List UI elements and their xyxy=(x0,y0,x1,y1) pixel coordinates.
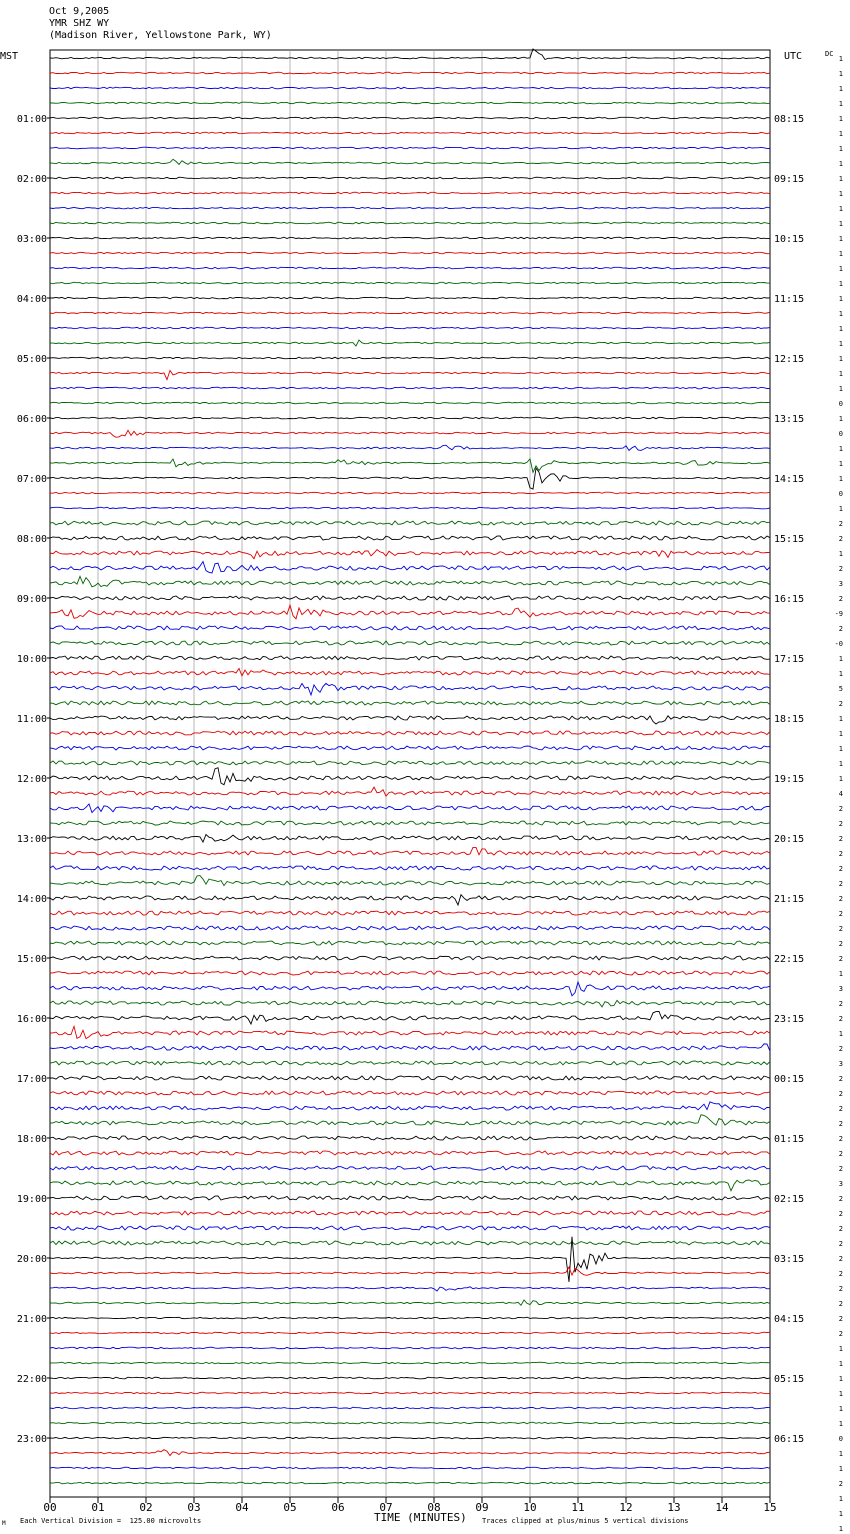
dc-offset: 1 xyxy=(838,970,843,978)
trace-30 xyxy=(50,507,770,509)
x-tick-label: 12 xyxy=(619,1501,633,1514)
x-tick-label: 06 xyxy=(331,1501,345,1514)
right-hour-label: 12:15 xyxy=(774,354,805,365)
dc-offset: 2 xyxy=(838,1210,843,1218)
left-hour-label: 02:00 xyxy=(16,174,47,185)
dc-offset: 0 xyxy=(838,400,843,408)
dc-offset: 2 xyxy=(838,925,843,933)
x-tick-label: 13 xyxy=(667,1501,681,1514)
trace-76 xyxy=(50,1196,770,1200)
header-date: Oct 9,2005 xyxy=(49,6,110,17)
dc-offset: 2 xyxy=(838,595,843,603)
trace-66 xyxy=(50,1044,770,1051)
x-tick-label: 14 xyxy=(715,1501,729,1514)
trace-6 xyxy=(50,147,770,149)
trace-46 xyxy=(50,746,770,750)
trace-38 xyxy=(50,626,770,630)
dc-offset: 1 xyxy=(838,1450,843,1458)
trace-31 xyxy=(50,521,770,525)
trace-79 xyxy=(50,1241,770,1245)
dc-offset: 2 xyxy=(838,955,843,963)
trace-15 xyxy=(50,282,770,284)
trace-4 xyxy=(50,117,770,119)
trace-73 xyxy=(50,1151,770,1155)
trace-70 xyxy=(50,1102,770,1110)
dc-offset: 1 xyxy=(838,205,843,213)
dc-offset: 1 xyxy=(838,175,843,183)
scale-note: Each Vertical Division = 125.00 microvolts xyxy=(20,1517,202,1525)
dc-offset: 2 xyxy=(838,1315,843,1323)
trace-58 xyxy=(50,926,770,930)
left-hour-label: 20:00 xyxy=(16,1254,47,1265)
trace-22 xyxy=(50,387,770,389)
trace-63 xyxy=(50,1000,770,1007)
clip-note: Traces clipped at plus/minus 5 vertical divisions xyxy=(482,1517,689,1525)
right-hour-label: 03:15 xyxy=(774,1254,805,1265)
left-hour-label: 07:00 xyxy=(16,474,47,485)
dc-offset: 1 xyxy=(838,190,843,198)
dc-offset: 2 xyxy=(838,895,843,903)
left-hour-label: 15:00 xyxy=(16,954,47,965)
dc-offset: 2 xyxy=(838,520,843,528)
trace-56 xyxy=(50,895,770,905)
right-hour-label: 02:15 xyxy=(774,1194,805,1205)
trace-39 xyxy=(50,641,770,645)
right-hour-label: 10:15 xyxy=(774,234,805,245)
dc-offset: 3 xyxy=(838,580,843,588)
trace-50 xyxy=(50,804,770,813)
dc-offset: 3 xyxy=(838,985,843,993)
dc-offset: 1 xyxy=(838,505,843,513)
x-tick-label: 02 xyxy=(139,1501,153,1514)
right-hour-label: 00:15 xyxy=(774,1074,805,1085)
dc-offset: 1 xyxy=(838,385,843,393)
left-hour-label: 21:00 xyxy=(16,1314,47,1325)
left-hour-label: 04:00 xyxy=(16,294,47,305)
right-axis-label: UTC xyxy=(784,51,803,62)
trace-17 xyxy=(50,312,770,314)
trace-10 xyxy=(50,207,770,209)
trace-60 xyxy=(50,956,770,960)
left-hour-label: 01:00 xyxy=(16,114,47,125)
trace-0 xyxy=(50,49,770,60)
trace-25 xyxy=(50,430,770,437)
right-hour-label: 22:15 xyxy=(774,954,805,965)
left-hour-label: 12:00 xyxy=(16,774,47,785)
trace-26 xyxy=(50,445,770,450)
x-tick-label: 10 xyxy=(523,1501,537,1514)
dc-offset: 0 xyxy=(838,490,843,498)
trace-35 xyxy=(50,576,770,587)
dc-offset: 2 xyxy=(838,1000,843,1008)
trace-78 xyxy=(50,1226,770,1230)
dc-offset: 1 xyxy=(838,370,843,378)
dc-offset: 2 xyxy=(838,565,843,573)
dc-offset: 1 xyxy=(838,715,843,723)
x-tick-label: 04 xyxy=(235,1501,249,1514)
trace-34 xyxy=(50,562,770,574)
trace-52 xyxy=(50,835,770,843)
dc-offset: 3 xyxy=(838,1180,843,1188)
dc-offset: 2 xyxy=(838,1150,843,1158)
trace-68 xyxy=(50,1076,770,1080)
trace-9 xyxy=(50,192,770,194)
dc-offset: 1 xyxy=(838,1030,843,1038)
dc-offset: 1 xyxy=(838,775,843,783)
dc-offset: 1 xyxy=(838,220,843,228)
left-hour-label: 19:00 xyxy=(16,1194,47,1205)
dc-offset: 2 xyxy=(838,1480,843,1488)
trace-49 xyxy=(50,787,770,796)
dc-offset: 1 xyxy=(838,1345,843,1353)
dc-offset: 2 xyxy=(838,1015,843,1023)
trace-24 xyxy=(50,417,770,419)
trace-85 xyxy=(50,1332,770,1334)
trace-7 xyxy=(50,159,770,164)
trace-41 xyxy=(50,669,770,676)
dc-offset: 2 xyxy=(838,1330,843,1338)
right-hour-label: 18:15 xyxy=(774,714,805,725)
right-hour-label: 14:15 xyxy=(774,474,805,485)
trace-51 xyxy=(50,821,770,825)
trace-23 xyxy=(50,402,770,404)
dc-offset: 1 xyxy=(838,1525,843,1533)
dc-offset: 2 xyxy=(838,1105,843,1113)
dc-offset: 4 xyxy=(838,790,843,798)
trace-47 xyxy=(50,761,770,765)
left-hour-label: 18:00 xyxy=(16,1134,47,1145)
left-axis-label: MST xyxy=(0,51,19,62)
trace-27 xyxy=(50,459,770,473)
trace-74 xyxy=(50,1166,770,1170)
dc-offset: 1 xyxy=(838,310,843,318)
dc-offset: 2 xyxy=(838,1075,843,1083)
x-tick-label: 03 xyxy=(187,1501,201,1514)
trace-75 xyxy=(50,1180,770,1191)
trace-11 xyxy=(50,222,770,224)
dc-offset: 1 xyxy=(838,250,843,258)
trace-44 xyxy=(50,716,770,724)
dc-offset: 2 xyxy=(838,910,843,918)
dc-offset: 1 xyxy=(838,730,843,738)
dc-offset: 2 xyxy=(838,940,843,948)
dc-offset: 1 xyxy=(838,745,843,753)
right-hour-label: 23:15 xyxy=(774,1014,805,1025)
left-hour-label: 23:00 xyxy=(16,1434,47,1445)
trace-54 xyxy=(50,866,770,870)
trace-21 xyxy=(50,371,770,380)
trace-32 xyxy=(50,536,770,540)
dc-offset: 1 xyxy=(838,85,843,93)
dc-offset: 1 xyxy=(838,655,843,663)
left-hour-label: 06:00 xyxy=(16,414,47,425)
dc-offset: 2 xyxy=(838,1120,843,1128)
trace-84 xyxy=(50,1317,770,1319)
trace-5 xyxy=(50,132,770,134)
x-tick-label: 07 xyxy=(379,1501,393,1514)
trace-89 xyxy=(50,1392,770,1394)
trace-55 xyxy=(50,876,770,886)
right-hour-label: 04:15 xyxy=(774,1314,805,1325)
corner-mark: M xyxy=(2,1520,6,1527)
trace-90 xyxy=(50,1407,770,1409)
dc-offset: 1 xyxy=(838,355,843,363)
trace-67 xyxy=(50,1061,770,1065)
trace-53 xyxy=(50,847,770,855)
dc-offset: 1 xyxy=(838,1465,843,1473)
x-tick-label: 11 xyxy=(571,1501,585,1514)
dc-offset: 1 xyxy=(838,130,843,138)
left-hour-label: 17:00 xyxy=(16,1074,47,1085)
right-hour-label: 01:15 xyxy=(774,1134,805,1145)
trace-72 xyxy=(50,1136,770,1140)
dc-offset: 1 xyxy=(838,295,843,303)
trace-40 xyxy=(50,656,770,660)
trace-37 xyxy=(50,605,770,619)
right-hour-label: 15:15 xyxy=(774,534,805,545)
header-station: YMR SHZ WY xyxy=(49,18,110,29)
trace-61 xyxy=(50,971,770,975)
trace-69 xyxy=(50,1091,770,1095)
right-hour-label: 19:15 xyxy=(774,774,805,785)
dc-offset: 1 xyxy=(838,265,843,273)
trace-16 xyxy=(50,297,770,299)
dc-offset: -0 xyxy=(834,640,843,648)
trace-93 xyxy=(50,1450,770,1456)
trace-3 xyxy=(50,102,770,104)
dc-offset: 1 xyxy=(838,160,843,168)
right-hour-label: 05:15 xyxy=(774,1374,805,1385)
x-tick-label: 15 xyxy=(763,1501,777,1514)
trace-43 xyxy=(50,701,770,705)
right-hour-label: 06:15 xyxy=(774,1434,805,1445)
dc-offset: 2 xyxy=(838,820,843,828)
dc-offset: 1 xyxy=(838,1495,843,1503)
trace-91 xyxy=(50,1422,770,1424)
trace-64 xyxy=(50,1012,770,1025)
dc-offset: 0 xyxy=(838,430,843,438)
x-tick-label: 08 xyxy=(427,1501,441,1514)
trace-45 xyxy=(50,731,770,735)
dc-offset: 2 xyxy=(838,1270,843,1278)
trace-86 xyxy=(50,1347,770,1349)
dc-offset: 2 xyxy=(838,1255,843,1263)
dc-offset: 0 xyxy=(838,1435,843,1443)
x-tick-label: 05 xyxy=(283,1501,297,1514)
x-axis-title: TIME (MINUTES) xyxy=(374,1511,467,1524)
trace-1 xyxy=(50,72,770,74)
right-hour-label: 20:15 xyxy=(774,834,805,845)
trace-77 xyxy=(50,1211,770,1215)
trace-19 xyxy=(50,340,770,346)
trace-48 xyxy=(50,768,770,785)
trace-88 xyxy=(50,1377,770,1379)
dc-offset: 2 xyxy=(838,865,843,873)
trace-18 xyxy=(50,327,770,329)
dc-offset: 1 xyxy=(838,760,843,768)
trace-87 xyxy=(50,1362,770,1364)
dc-offset: 1 xyxy=(838,145,843,153)
right-hour-label: 11:15 xyxy=(774,294,805,305)
dc-offset: 1 xyxy=(838,415,843,423)
dc-offset: 1 xyxy=(838,340,843,348)
left-hour-label: 14:00 xyxy=(16,894,47,905)
dc-offset: 1 xyxy=(838,55,843,63)
left-hour-label: 16:00 xyxy=(16,1014,47,1025)
dc-offset: 2 xyxy=(838,850,843,858)
left-hour-label: 08:00 xyxy=(16,534,47,545)
trace-83 xyxy=(50,1300,770,1305)
right-hour-label: 21:15 xyxy=(774,894,805,905)
left-hour-label: 13:00 xyxy=(16,834,47,845)
dc-offset: 3 xyxy=(838,1060,843,1068)
trace-14 xyxy=(50,267,770,269)
left-hour-label: 03:00 xyxy=(16,234,47,245)
dc-offset: 2 xyxy=(838,880,843,888)
header-location: (Madison River, Yellowstone Park, WY) xyxy=(49,30,272,41)
dc-offset: 1 xyxy=(838,1420,843,1428)
dc-offset: 1 xyxy=(838,1405,843,1413)
dc-offset: 2 xyxy=(838,1285,843,1293)
trace-8 xyxy=(50,177,770,179)
dc-offset: 2 xyxy=(838,625,843,633)
trace-95 xyxy=(50,1482,770,1484)
trace-13 xyxy=(50,252,770,254)
trace-59 xyxy=(50,941,770,945)
x-tick-label: 01 xyxy=(91,1501,105,1514)
trace-2 xyxy=(50,87,770,89)
trace-20 xyxy=(50,357,770,359)
dc-offset: 2 xyxy=(838,1240,843,1248)
dc-offset: 1 xyxy=(838,445,843,453)
trace-28 xyxy=(50,468,770,489)
dc-offset: 1 xyxy=(838,325,843,333)
dc-offset: 2 xyxy=(838,1195,843,1203)
plot-frame xyxy=(50,50,770,1497)
dc-offset: 1 xyxy=(838,280,843,288)
right-hour-label: 16:15 xyxy=(774,594,805,605)
right-hour-label: 09:15 xyxy=(774,174,805,185)
dc-offset: 1 xyxy=(838,235,843,243)
trace-36 xyxy=(50,596,770,600)
trace-29 xyxy=(50,492,770,494)
dc-offset: 2 xyxy=(838,835,843,843)
dc-offset: 2 xyxy=(838,1135,843,1143)
dc-offset: 5 xyxy=(838,685,843,693)
dc-offset: 1 xyxy=(838,115,843,123)
right-hour-label: 08:15 xyxy=(774,114,805,125)
left-hour-label: 10:00 xyxy=(16,654,47,665)
left-hour-label: 11:00 xyxy=(16,714,47,725)
dc-offset: -9 xyxy=(834,610,843,618)
dc-offset: 1 xyxy=(838,475,843,483)
trace-94 xyxy=(50,1467,770,1469)
right-hour-label: 13:15 xyxy=(774,414,805,425)
dc-offset: 1 xyxy=(838,1510,843,1518)
dc-offset: 2 xyxy=(838,1300,843,1308)
trace-65 xyxy=(50,1026,770,1038)
dc-offset: 1 xyxy=(838,70,843,78)
trace-42 xyxy=(50,683,770,695)
x-tick-label: 09 xyxy=(475,1501,489,1514)
left-hour-label: 05:00 xyxy=(16,354,47,365)
x-tick-label: 00 xyxy=(43,1501,57,1514)
dc-offset: 2 xyxy=(838,1225,843,1233)
dc-offset: 1 xyxy=(838,1360,843,1368)
dc-offset: 2 xyxy=(838,805,843,813)
trace-82 xyxy=(50,1287,770,1291)
left-hour-label: 09:00 xyxy=(16,594,47,605)
dc-offset: 2 xyxy=(838,1090,843,1098)
dc-offset: 1 xyxy=(838,1375,843,1383)
trace-57 xyxy=(50,911,770,915)
dc-offset: 1 xyxy=(838,460,843,468)
dc-offset: 2 xyxy=(838,1045,843,1053)
trace-12 xyxy=(50,237,770,239)
dc-offset: 1 xyxy=(838,670,843,678)
trace-71 xyxy=(50,1115,770,1125)
left-hour-label: 22:00 xyxy=(16,1374,47,1385)
trace-33 xyxy=(50,550,770,559)
dc-offset: 1 xyxy=(838,1390,843,1398)
trace-81 xyxy=(50,1267,770,1275)
trace-62 xyxy=(50,982,770,996)
dc-offset: 2 xyxy=(838,535,843,543)
dc-offset: 2 xyxy=(838,1165,843,1173)
dc-offset: 1 xyxy=(838,100,843,108)
dc-offset: 1 xyxy=(838,550,843,558)
trace-92 xyxy=(50,1437,770,1439)
right-hour-label: 17:15 xyxy=(774,654,805,665)
dc-label: DC xyxy=(825,50,834,58)
dc-offset: 2 xyxy=(838,700,843,708)
